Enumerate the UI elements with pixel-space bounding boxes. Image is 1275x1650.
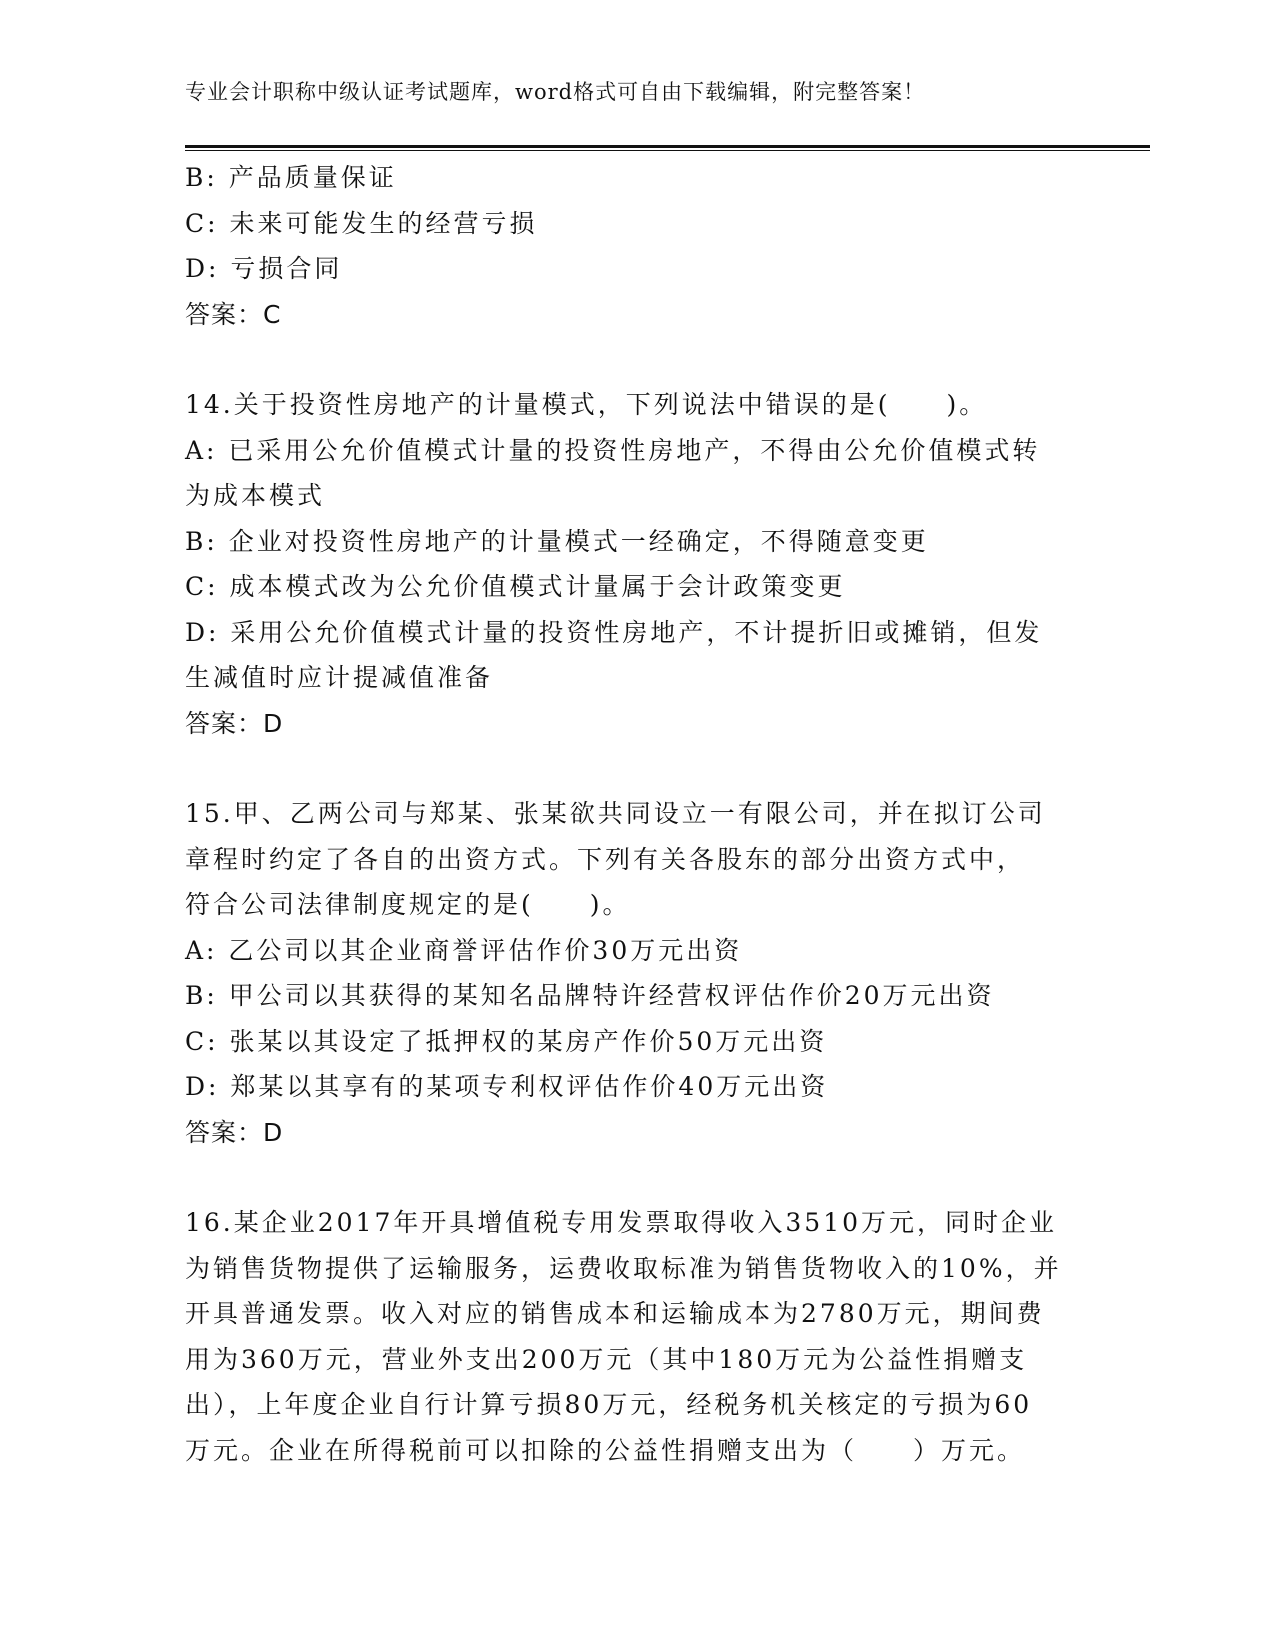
q14-option-c: C: 成本模式改为公允价值模式计量属于会计政策变更 [185, 572, 846, 601]
q15-answer: 答案：D [185, 1117, 284, 1147]
q16-line1: 16.某企业2017年开具增值税专用发票取得收入3510万元，同时企业 [185, 1208, 1058, 1237]
spacer [185, 746, 1095, 791]
q16-line2: 为销售货物提供了运输服务，运费收取标准为销售货物收入的10%，并 [185, 1253, 1062, 1283]
spacer [185, 1155, 1095, 1200]
q14-option-a-line2: 为成本模式 [185, 481, 326, 510]
q13-option-d: D: 亏损合同 [185, 254, 343, 283]
q15-stem-line1: 15.甲、乙两公司与郑某、张某欲共同设立一有限公司，并在拟订公司 [185, 799, 1046, 828]
q15-option-a: A: 乙公司以其企业商誉评估作价30万元出资 [185, 935, 743, 965]
header-rule-thin [185, 150, 1150, 151]
q16-line4: 用为360万元，营业外支出200万元（其中180万元为公益性捐赠支 [185, 1344, 1028, 1374]
page-header: 专业会计职称中级认证考试题库，word格式可自由下载编辑，附完整答案！ [185, 80, 926, 104]
q15-option-b: B: 甲公司以其获得的某知名品牌特许经营权评估作价20万元出资 [185, 981, 995, 1010]
q15-option-d: D: 郑某以其享有的某项专利权评估作价40万元出资 [185, 1072, 829, 1101]
q16-line6: 万元。企业在所得税前可以扣除的公益性捐赠支出为（ ）万元。 [185, 1435, 1026, 1465]
q14-answer: 答案：D [185, 708, 284, 738]
q15-option-c: C: 张某以其设定了抵押权的某房产作价50万元出资 [185, 1026, 828, 1056]
q15-stem-line3: 符合公司法律制度规定的是( )。 [185, 890, 631, 919]
question-content [185, 155, 1095, 1473]
q13-answer: 答案：C [185, 299, 282, 329]
q14-option-a-line1: A: 已采用公允价值模式计量的投资性房地产，不得由公允价值模式转 [185, 435, 1041, 465]
q16-line3: 开具普通发票。收入对应的销售成本和运输成本为2780万元，期间费 [185, 1299, 1045, 1328]
q14-option-d-line2: 生减值时应计提减值准备 [185, 663, 494, 692]
q13-option-b: B: 产品质量保证 [185, 163, 397, 192]
spacer [185, 337, 1095, 382]
q14-option-d-line1: D: 采用公允价值模式计量的投资性房地产，不计提折旧或摊销，但发 [185, 617, 1043, 647]
q15-stem-line2: 章程时约定了各自的出资方式。下列有关各股东的部分出资方式中， [185, 844, 1026, 874]
q14-option-b: B: 企业对投资性房地产的计量模式一经确定，不得随意变更 [185, 526, 929, 556]
q14-stem: 14.关于投资性房地产的计量模式，下列说法中错误的是( )。 [185, 390, 988, 419]
q13-option-c: C: 未来可能发生的经营亏损 [185, 208, 538, 238]
q16-line5: 出），上年度企业自行计算亏损80万元，经税务机关核定的亏损为60 [185, 1390, 1033, 1419]
header-rule-thick [185, 145, 1150, 148]
